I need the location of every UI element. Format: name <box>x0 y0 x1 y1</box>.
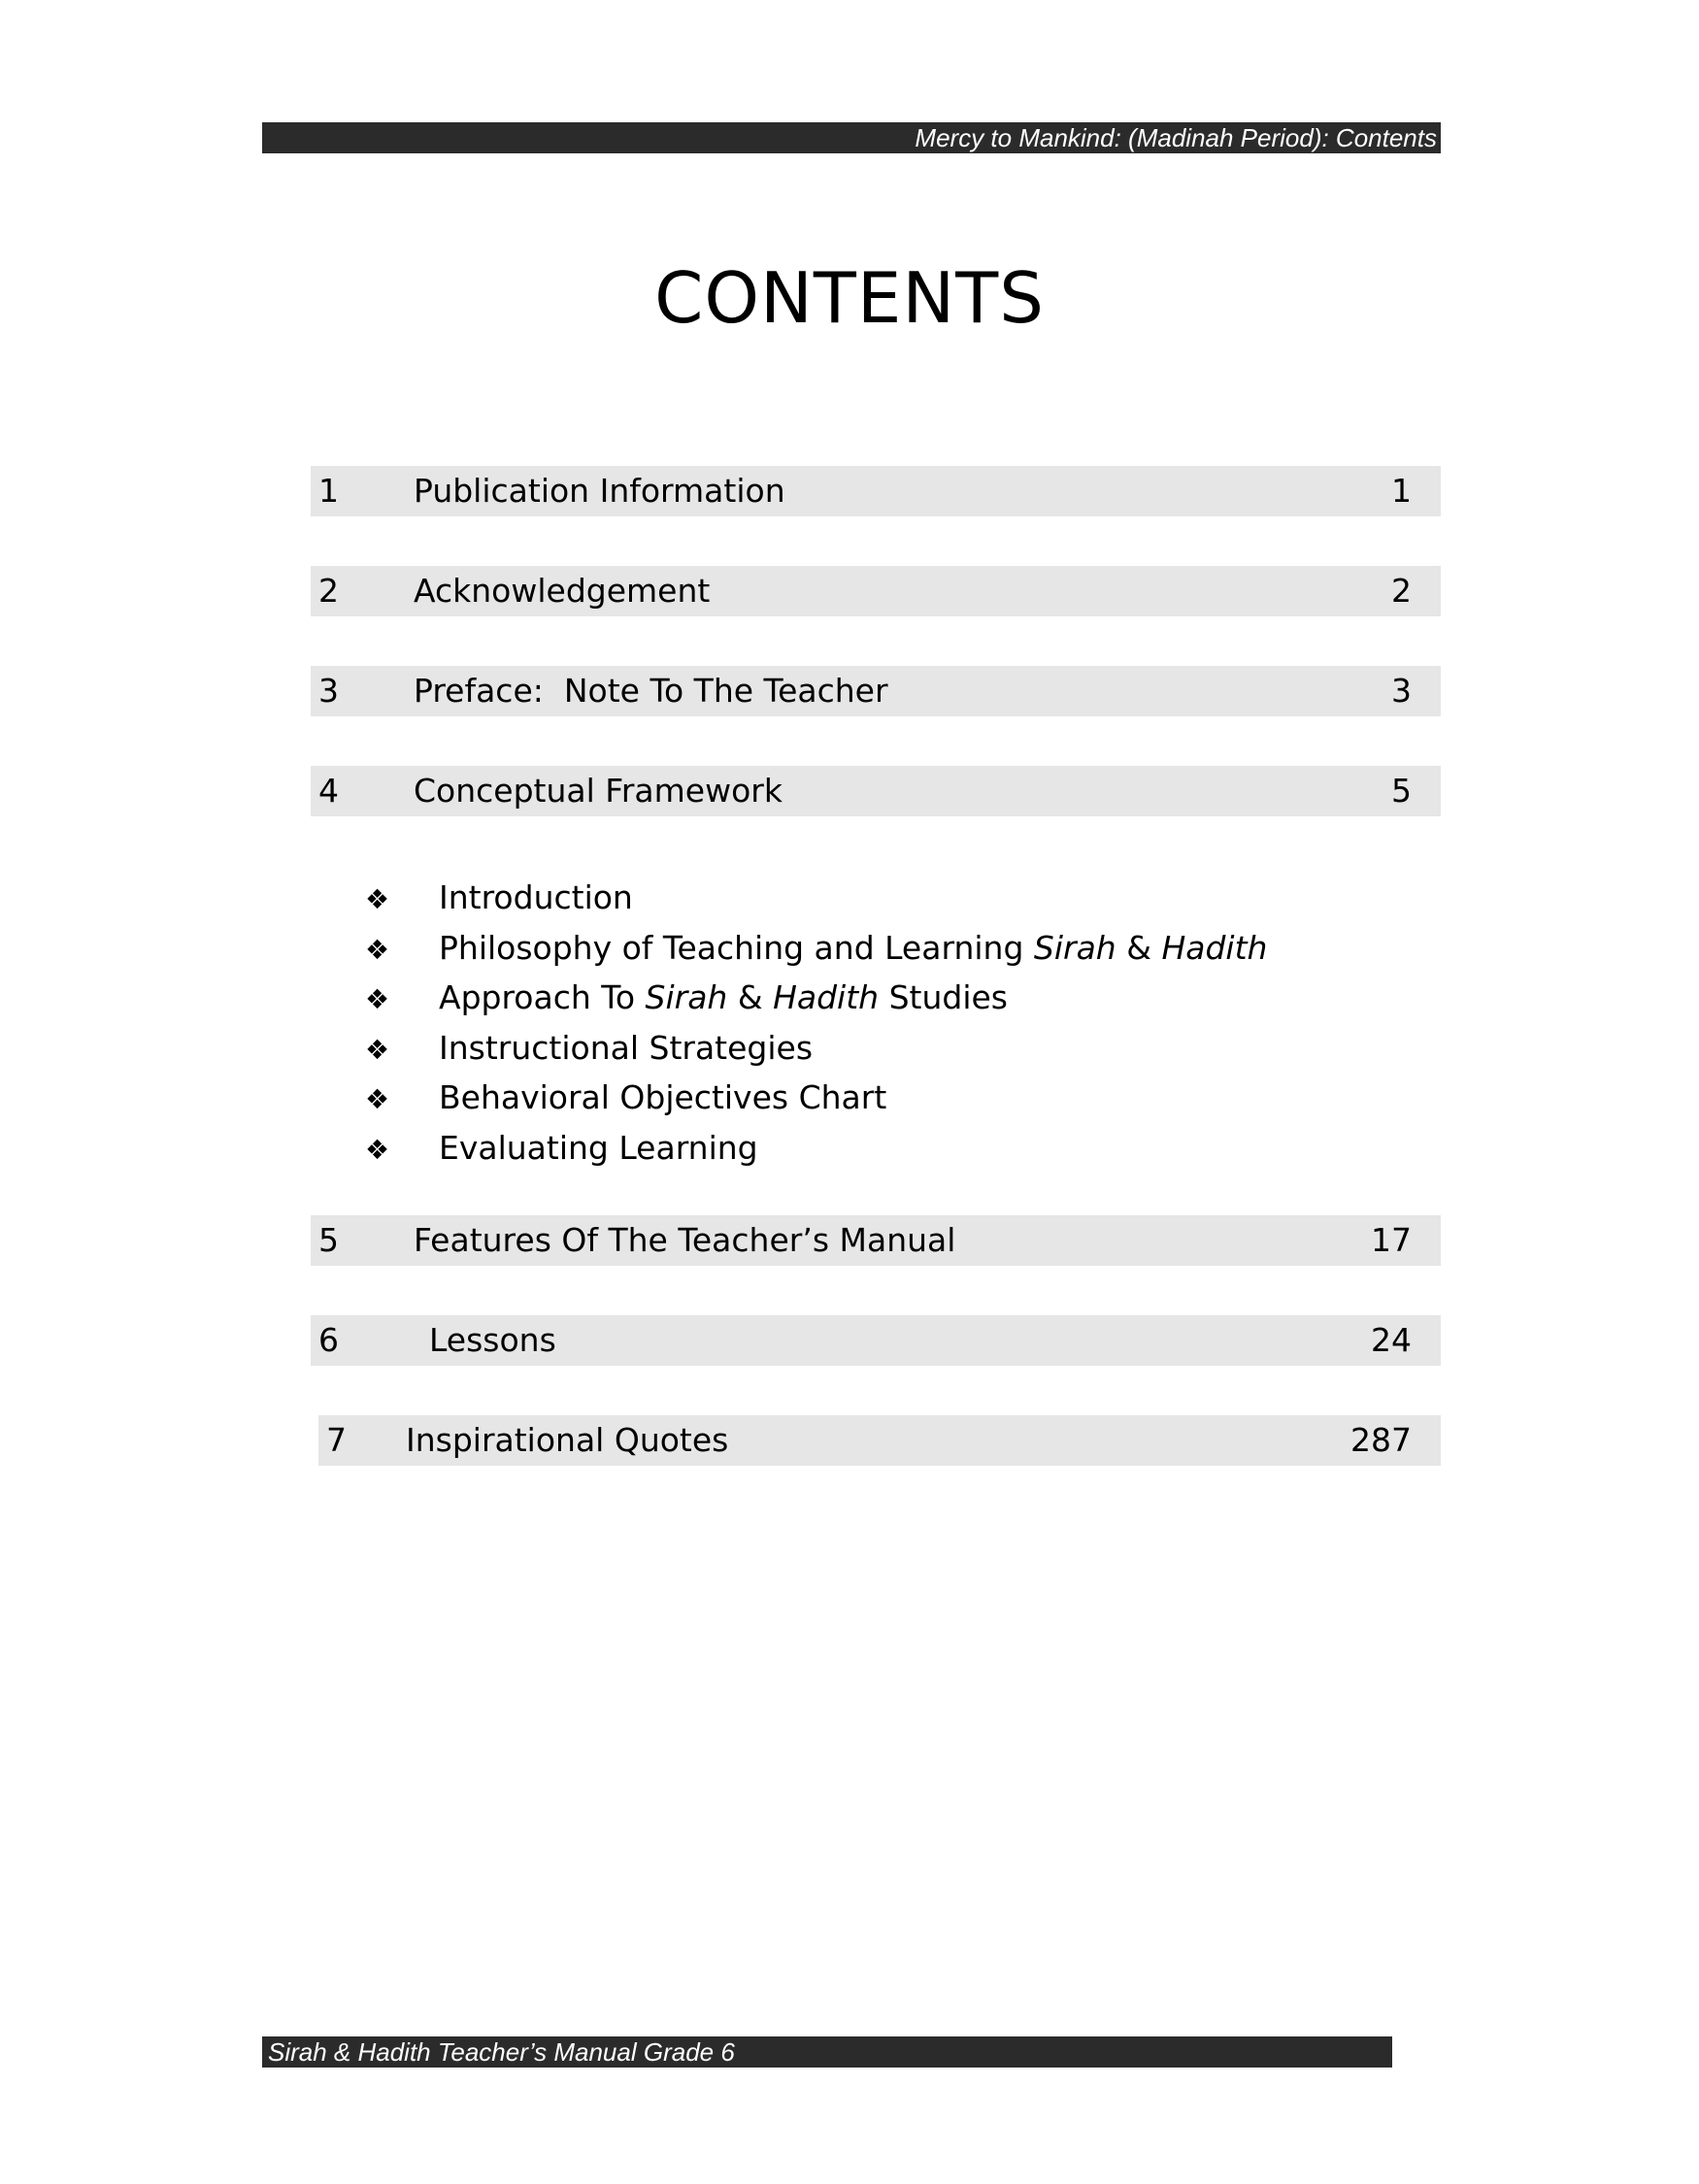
toc-entry-page: 2 <box>1391 572 1412 610</box>
toc-entry-number: 6 <box>318 1321 339 1359</box>
subtopic-item <box>361 923 1267 974</box>
toc-entry <box>311 1215 1441 1266</box>
diamond-bullet-icon: ❖ <box>365 883 390 915</box>
subtopic-text: Introduction <box>439 878 633 916</box>
toc-entry <box>311 566 1441 616</box>
diamond-bullet-icon: ❖ <box>365 1033 390 1066</box>
subtopic-text: Studies <box>879 978 1008 1016</box>
toc-entry-number: 2 <box>318 572 339 610</box>
toc-entry-title: Features Of The Teacher’s Manual <box>414 1221 956 1259</box>
subtopic-italic-hadith: Hadith <box>773 978 880 1016</box>
toc-entry-title: Preface: Note To The Teacher <box>414 672 888 710</box>
toc-entry-number: 3 <box>318 672 339 710</box>
toc-entry-number: 1 <box>318 472 339 510</box>
toc-entry-title: Conceptual Framework <box>414 772 783 810</box>
toc-entry <box>311 666 1441 716</box>
diamond-bullet-icon: ❖ <box>365 933 390 966</box>
subtopic-ampersand: & <box>1116 928 1162 967</box>
diamond-bullet-icon: ❖ <box>365 1083 390 1115</box>
running-footer <box>262 2036 1392 2068</box>
diamond-bullet-icon: ❖ <box>365 1133 390 1166</box>
subtopic-text: Philosophy of Teaching and Learning <box>439 928 1034 967</box>
toc-entry-title: Publication Information <box>414 472 785 510</box>
toc-entry-number: 7 <box>326 1421 347 1459</box>
toc-entry-page: 5 <box>1391 772 1412 810</box>
toc-entry-title: Acknowledgement <box>414 572 711 610</box>
subtopic-item <box>361 873 1267 923</box>
subtopic-item <box>361 1123 1267 1174</box>
toc-entry-page: 24 <box>1371 1321 1412 1359</box>
subtopic-item <box>361 973 1267 1023</box>
subtopic-italic-hadith: Hadith <box>1161 928 1268 967</box>
toc-entry <box>311 1315 1441 1366</box>
subtopic-text: Approach To <box>439 978 646 1016</box>
toc-entry-page: 287 <box>1350 1421 1412 1459</box>
subtopic-italic-sirah: Sirah <box>645 978 728 1016</box>
subtopic-item <box>361 1023 1267 1074</box>
running-header-text: Mercy to Mankind: (Madinah Period): Contents <box>915 123 1437 152</box>
toc-entry <box>311 766 1441 816</box>
toc-entry-number: 4 <box>318 772 339 810</box>
subtopic-ampersand: & <box>727 978 774 1016</box>
subtopic-italic-sirah: Sirah <box>1033 928 1116 967</box>
toc-entry-title: Lessons <box>429 1321 556 1359</box>
running-footer-text: Sirah & Hadith Teacher’s Manual Grade 6 <box>268 2037 735 2067</box>
running-header <box>262 122 1441 153</box>
conceptual-framework-subtopics <box>361 873 1267 1173</box>
toc-entry-page: 17 <box>1371 1221 1412 1259</box>
toc-entry-title: Inspirational Quotes <box>406 1421 729 1459</box>
page-title: CONTENTS <box>654 257 1045 339</box>
toc-entry-page: 1 <box>1391 472 1412 510</box>
subtopic-text: Instructional Strategies <box>439 1028 814 1067</box>
diamond-bullet-icon: ❖ <box>365 983 390 1015</box>
toc-entry-page: 3 <box>1391 672 1412 710</box>
toc-entry <box>318 1415 1441 1466</box>
subtopic-item <box>361 1073 1267 1123</box>
subtopic-text: Evaluating Learning <box>439 1128 758 1167</box>
subtopic-text: Behavioral Objectives Chart <box>439 1078 887 1116</box>
toc-entry-number: 5 <box>318 1221 339 1259</box>
toc-entry <box>311 466 1441 516</box>
